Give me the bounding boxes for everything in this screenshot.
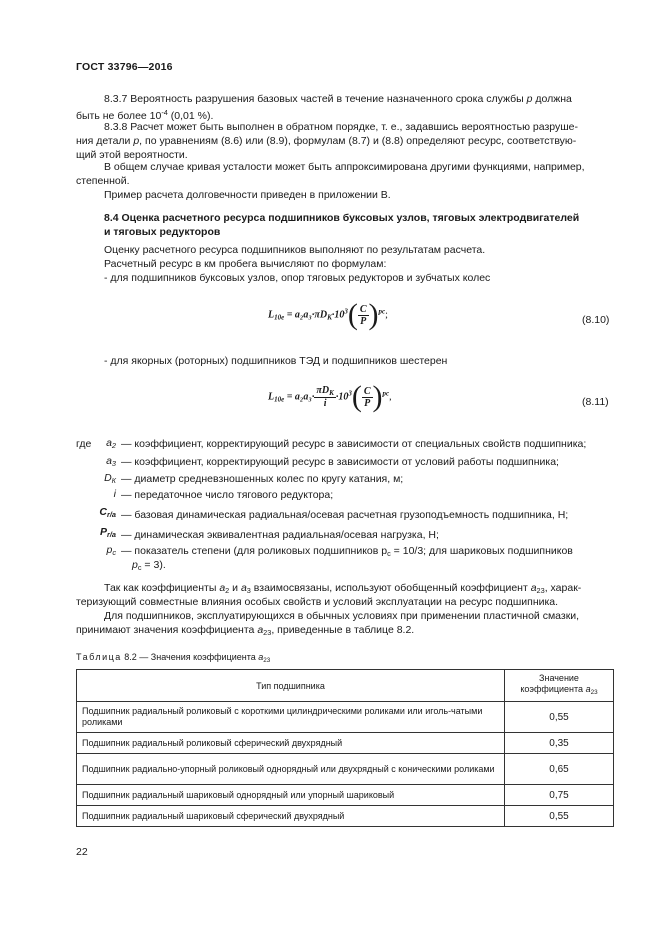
closing-para-2-line1: Для подшипников, эксплуатирующихся в обычных условиях при применении пластичной смазки, — [104, 610, 580, 622]
legend-text-pc: — показатель степени (для роликовых подшипников $p_c = 10/3$; для шариковых подшипников — [121, 545, 573, 558]
section-title-line1: 8.4 Оценка расчетного ресурса подшипников буксовых узлов, тяговых электродвигателей — [104, 212, 580, 224]
table-cell-value: 0,75 — [505, 785, 614, 806]
table-cell-value: 0,65 — [505, 754, 614, 785]
table-row — [77, 702, 614, 733]
legend-text-pc-cont: $p_c = 3$). — [132, 559, 166, 572]
para-838-line3: щий этой вероятности. — [76, 149, 188, 161]
section-body-2: Расчетный ресурс в км пробега вычисляют по формулам: — [104, 258, 387, 270]
legend-where: где — [76, 438, 92, 450]
table-cell-type: Подшипник радиальный роликовый сферический двухрядный — [77, 733, 505, 754]
document-header: ГОСТ 33796—2016 — [76, 61, 173, 73]
table-cell-value: 0,35 — [505, 733, 614, 754]
table-caption: Таблица 8.2 — Значения коэффициента $a_{23}$ — [76, 652, 271, 664]
formula-8-11: $L_{10e} = a_2a_3\cdot$ $\frac{\pi D_К}{i}$ $\cdot 10^3$( $\frac{C}{P}$ )$^{pc}$, — [268, 380, 392, 413]
table-cell-type: Подшипник радиальный шариковый однорядный или упорный шариковый — [77, 785, 505, 806]
legend-symbol-c: $C_{r/a}$ — [99, 506, 116, 519]
table-header-row — [77, 670, 614, 702]
legend-text-c: — базовая динамическая радиальная/осевая расчетная грузоподъемность подшипника, Н; — [121, 509, 569, 521]
legend-text-i: — передаточное число тягового редуктора; — [121, 489, 334, 501]
section-title-line2: и тяговых редукторов — [104, 226, 221, 238]
table-cell-type: Подшипник радиальный шариковый сферический двухрядный — [77, 806, 505, 827]
closing-para-1-line2: теризующий совместные влияния особых свойств и условий эксплуатации на ресурс подшипника. — [76, 596, 559, 608]
table-row — [77, 785, 614, 806]
table-row — [77, 733, 614, 754]
column-header-type: Тип подшипника — [77, 670, 505, 702]
section-body-4: - для якорных (роторных) подшипников ТЭД и подшипников шестерен — [104, 355, 448, 367]
table-row — [77, 806, 614, 827]
legend-symbol-p-load: $P_{r/a}$ — [100, 526, 116, 539]
para-837-line2: быть не более $10^{-4}$ (0,01 %). — [76, 108, 214, 122]
section-body-3: - для подшипников буксовых узлов, опор тяговых редукторов и зубчатых колес — [104, 272, 491, 284]
legend-text-a3: — коэффициент, корректирующий ресурс в зависимости от условий работы подшипника; — [121, 456, 559, 468]
column-header-value: Значение коэффициента $a_{23}$ — [505, 670, 614, 702]
legend-text-a2: — коэффициент, корректирующий ресурс в зависимости от специальных свойств подшипника; — [121, 438, 587, 450]
legend-text-p-load: — динамическая эквивалентная радиальная/осевая нагрузка, Н; — [121, 529, 439, 541]
table-cell-value: 0,55 — [505, 806, 614, 827]
page-number: 22 — [76, 846, 88, 858]
para-837-line1: 8.3.7 Вероятность разрушения базовых частей в течение назначенного срока службы p должна — [104, 93, 572, 105]
section-body-1: Оценку расчетного ресурса подшипников выполняют по результатам расчета. — [104, 244, 486, 256]
legend-symbol-dk: $D_К$ — [104, 472, 116, 485]
coefficient-table — [76, 669, 614, 827]
legend-symbol-a2: $a_2$ — [106, 437, 116, 450]
para-838-line1: 8.3.8 Расчет может быть выполнен в обратном порядке, т. е., задавшись вероятностью разруше- — [104, 121, 578, 133]
legend-text-dk: — диаметр средневзношенных колес по кругу катания, м; — [121, 473, 404, 485]
table-cell-value: 0,55 — [505, 702, 614, 733]
legend-symbol-a3: $a_3$ — [106, 455, 116, 468]
legend-symbol-i: i — [113, 488, 116, 500]
legend-symbol-pc: $p_с$ — [106, 544, 116, 557]
table-cell-type: Подшипник радиально-упорный роликовый однорядный или двухрядный с коническими роликами — [77, 754, 505, 785]
closing-para-2-line2: принимают значения коэффициента $a_{23}$, приведенные в таблице 8.2. — [76, 624, 415, 637]
equation-number-8-11: (8.11) — [582, 396, 609, 408]
para-example: Пример расчета долговечности приведен в приложении В. — [104, 189, 391, 201]
table-row — [77, 754, 614, 785]
para-general-line1: В общем случае кривая усталости может быть аппроксимирована другими функциями, например, — [104, 161, 585, 173]
closing-para-1-line1: Так как коэффициенты $a_2$ и $a_3$ взаимосвязаны, используют обобщенный коэффициент $a_{23}$, харак- — [104, 582, 582, 595]
para-838-line2: ния детали p, по уравнениям (8.6) или (8.9), формулам (8.7) и (8.8) определяют ресурс, соответствую- — [76, 135, 577, 147]
table-cell-type: Подшипник радиальный роликовый с короткими цилиндрическими роликами или иголь-чатыми роликами — [77, 702, 505, 733]
equation-number-8-10: (8.10) — [582, 314, 610, 326]
para-general-line2: степенной. — [76, 175, 130, 187]
formula-8-10: $L_{10e} = a_2a_3\cdot\pi D_К\cdot 10^3$( $\frac{C}{P}$ )$^{pc}$; — [268, 298, 388, 331]
